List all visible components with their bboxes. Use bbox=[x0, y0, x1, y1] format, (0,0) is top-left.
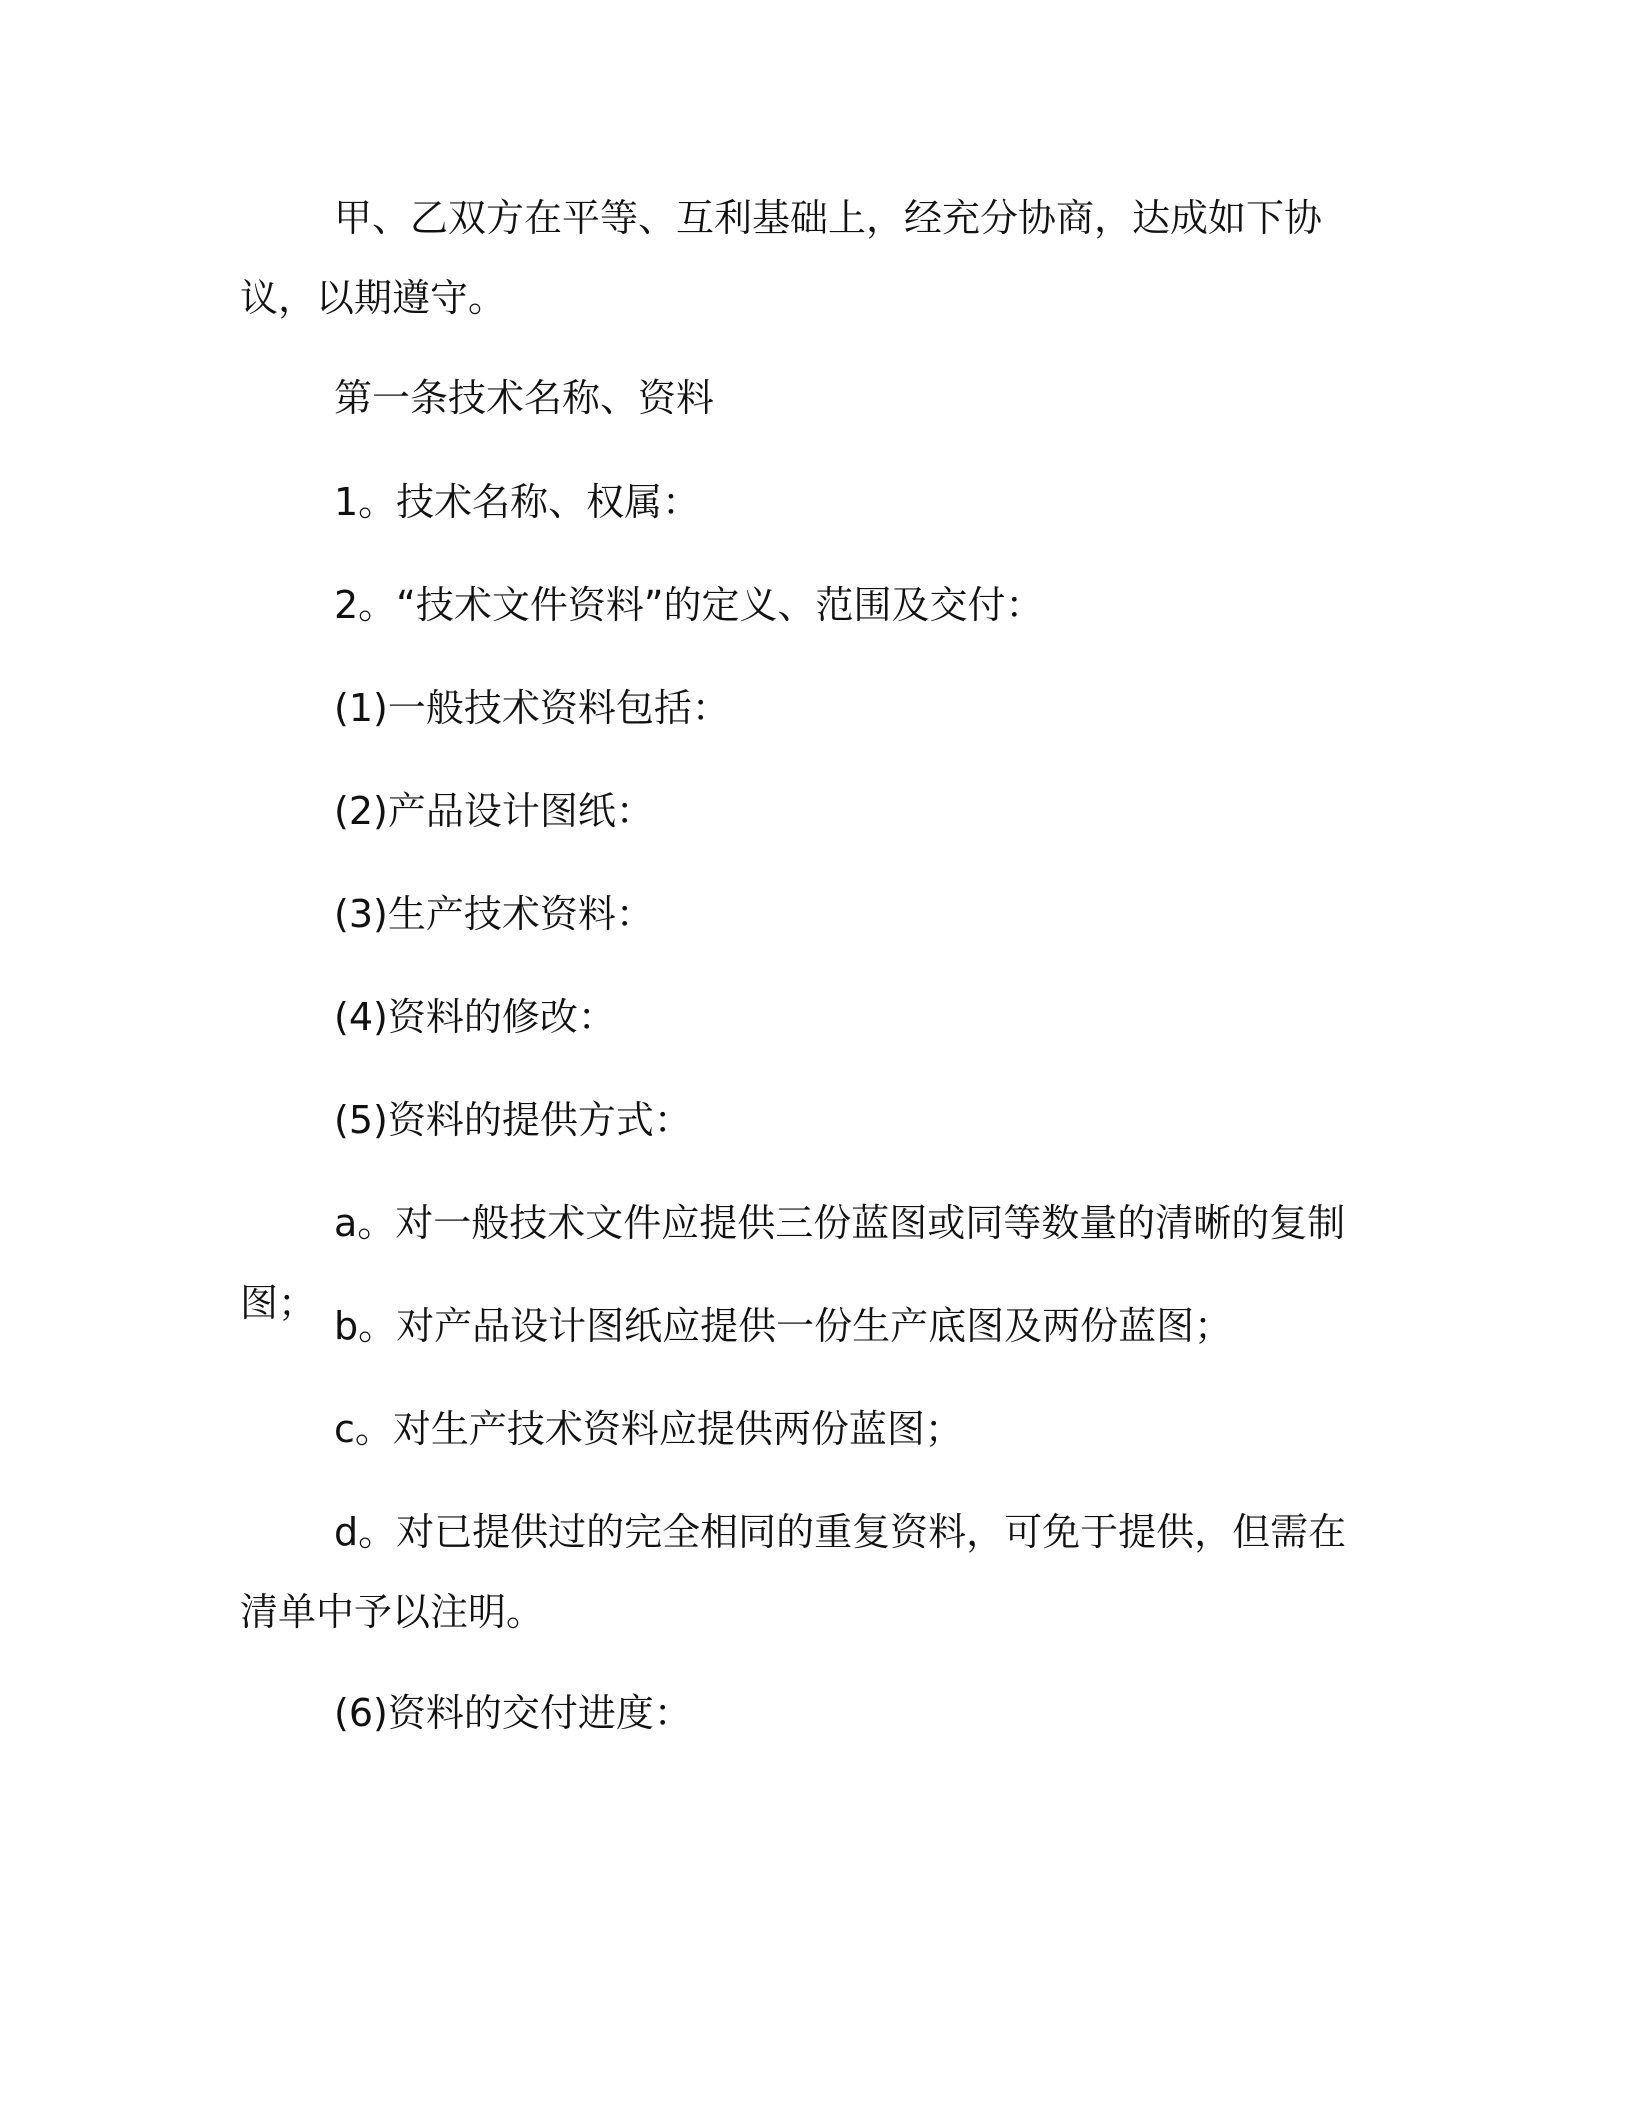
clause-b: b。对产品设计图纸应提供一份生产底图及两份蓝图； bbox=[334, 1304, 1233, 1348]
sub-item-2: (2)产品设计图纸： bbox=[334, 789, 654, 833]
item-2: 2。“技术文件资料”的定义、范围及交付： bbox=[334, 583, 1044, 627]
item-1: 1。技术名称、权属： bbox=[334, 480, 701, 524]
article-1-heading: 第一条技术名称、资料 bbox=[334, 376, 715, 420]
clause-d: d。对已提供过的完全相同的重复资料，可免于提供，但需在清单中予以注明。 bbox=[240, 1510, 1347, 1634]
clause-a: a。对一般技术文件应提供三份蓝图或同等数量的清晰的复制图； bbox=[240, 1201, 1346, 1325]
sub-item-1: (1)一般技术资料包括： bbox=[334, 686, 730, 730]
sub-item-3: (3)生产技术资料： bbox=[334, 892, 654, 936]
paragraph-intro: 甲、乙双方在平等、互利基础上，经充分协商，达成如下协议，以期遵守。 bbox=[240, 196, 1323, 320]
sub-item-6: (6)资料的交付进度： bbox=[334, 1691, 692, 1735]
clause-c: c。对生产技术资料应提供两份蓝图； bbox=[334, 1407, 963, 1451]
sub-item-5: (5)资料的提供方式： bbox=[334, 1098, 692, 1142]
sub-item-4: (4)资料的修改： bbox=[334, 995, 616, 1039]
